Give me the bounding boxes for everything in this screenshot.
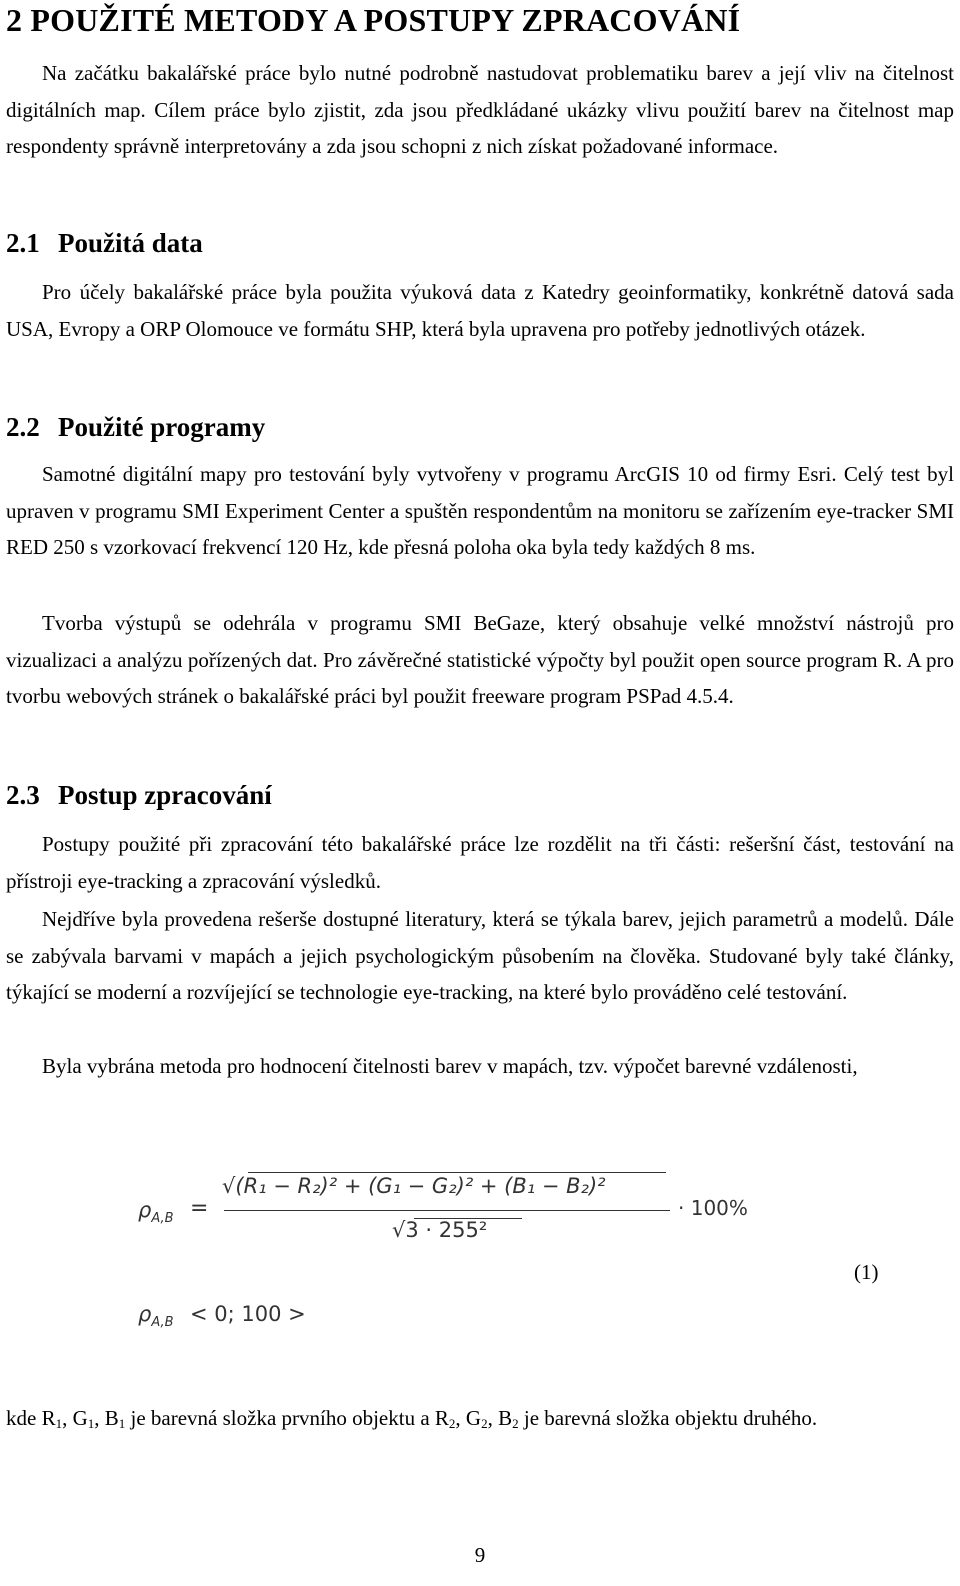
denominator-root-bar bbox=[414, 1218, 522, 1219]
formula-range-lhs: $\rho_{A,B}$ bbox=[138, 1302, 174, 1331]
fraction-bar bbox=[224, 1210, 670, 1211]
section-heading-2-2 bbox=[6, 412, 265, 443]
section-2-3-paragraph-1: Postupy použité při zpracování této bakalářské práce lze rozdělit na tři části: rešeršní část, testování na přístroji eye-tracking a zpracování výsledků. bbox=[6, 832, 954, 893]
numerator-root-bar bbox=[248, 1172, 666, 1173]
section-2-1-paragraph-1: Pro účely bakalářské práce byla použita výuková data z Katedry geoinformatiky, konkrétně datová sada USA, Evropy a ORP Olomouce ve formátu SHP, která byla upravena pro potřeby jednotlivých otázek. bbox=[6, 280, 954, 341]
page-number: 9 bbox=[474, 1543, 486, 1567]
section-title: Použitá data bbox=[58, 228, 203, 258]
chapter-title: 2 POUŽITÉ METODY A POSTUPY ZPRACOVÁNÍ bbox=[6, 2, 741, 38]
formula-numerator: √(R₁ − R₂)² + (G₁ − G₂)² + (B₁ − B₂)² bbox=[222, 1174, 606, 1198]
formula-range: < 0; 100 > bbox=[190, 1302, 306, 1326]
formula-denominator: √3 · 255² bbox=[392, 1218, 488, 1242]
chapter-intro-paragraph: Na začátku bakalářské práce bylo nutné podrobně nastudovat problematiku barev a její vliv na čitelnost digitálních map. Cílem práce bylo zjistit, zda jsou předkládané ukázky vlivu použití barev na čitelnost map respondenty správně interpretovány a zda jsou schopni z nich získat požadované informace. bbox=[6, 61, 954, 158]
color-distance-formula bbox=[138, 1162, 778, 1337]
formula-multiplier: · 100% bbox=[678, 1196, 748, 1220]
section-heading-2-3 bbox=[6, 780, 272, 811]
section-title: Použité programy bbox=[58, 412, 266, 442]
formula-equals: = bbox=[190, 1196, 209, 1221]
section-2-2-paragraph-1: Samotné digitální mapy pro testování byly vytvořeny v programu ArcGIS 10 od firmy Esri. Celý test byl upraven v programu SMI Experiment Center a spuštěn respondentům na monitoru se zařízením eye-tracker SMI RED 250 s vzorkovací frekvencí 120 Hz, kde přesná poloha oka byla tedy každých 8 ms. bbox=[6, 462, 954, 559]
equation-number: (1) bbox=[854, 1260, 879, 1284]
section-number: 2.2 bbox=[6, 412, 40, 442]
section-2-3-paragraph-2: Nejdříve byla provedena rešerše dostupné literatury, která se týkala barev, jejich parametrů a modelů. Dále se zabývala barvami v mapách a jejich psychologickým působením na člověka. Studované byly také články, týkající se moderní a rozvíjející se technologie eye-tracking, na které bylo prováděno celé testování. bbox=[6, 907, 954, 1004]
section-number: 2.1 bbox=[6, 228, 40, 258]
formula-explanation-paragraph: kde $R_1$, $G_1$, $B_1$ je barevná složka prvního objektu a $R_2$, $G_2$, $B_2$ je barevná složka objektu druhého. bbox=[6, 1406, 818, 1431]
section-number: 2.3 bbox=[6, 780, 40, 810]
section-2-2-paragraph-2: Tvorba výstupů se odehrála v programu SMI BeGaze, který obsahuje velké množství nástrojů pro vizualizaci a analýzu pořízených dat. Pro závěrečné statistické výpočty byl použit open source program R. A pro tvorbu webových stránek o bakalářské práci byl použit freeware program PSPad 4.5.4. bbox=[6, 611, 954, 708]
formula-lhs: $\rho_{A,B}$ bbox=[138, 1198, 174, 1227]
section-2-3-paragraph-3: Byla vybrána metoda pro hodnocení čitelnosti barev v mapách, tzv. výpočet barevné vzdálenosti, bbox=[42, 1054, 858, 1078]
section-title: Postup zpracování bbox=[58, 780, 272, 810]
section-heading-2-1 bbox=[6, 228, 203, 259]
